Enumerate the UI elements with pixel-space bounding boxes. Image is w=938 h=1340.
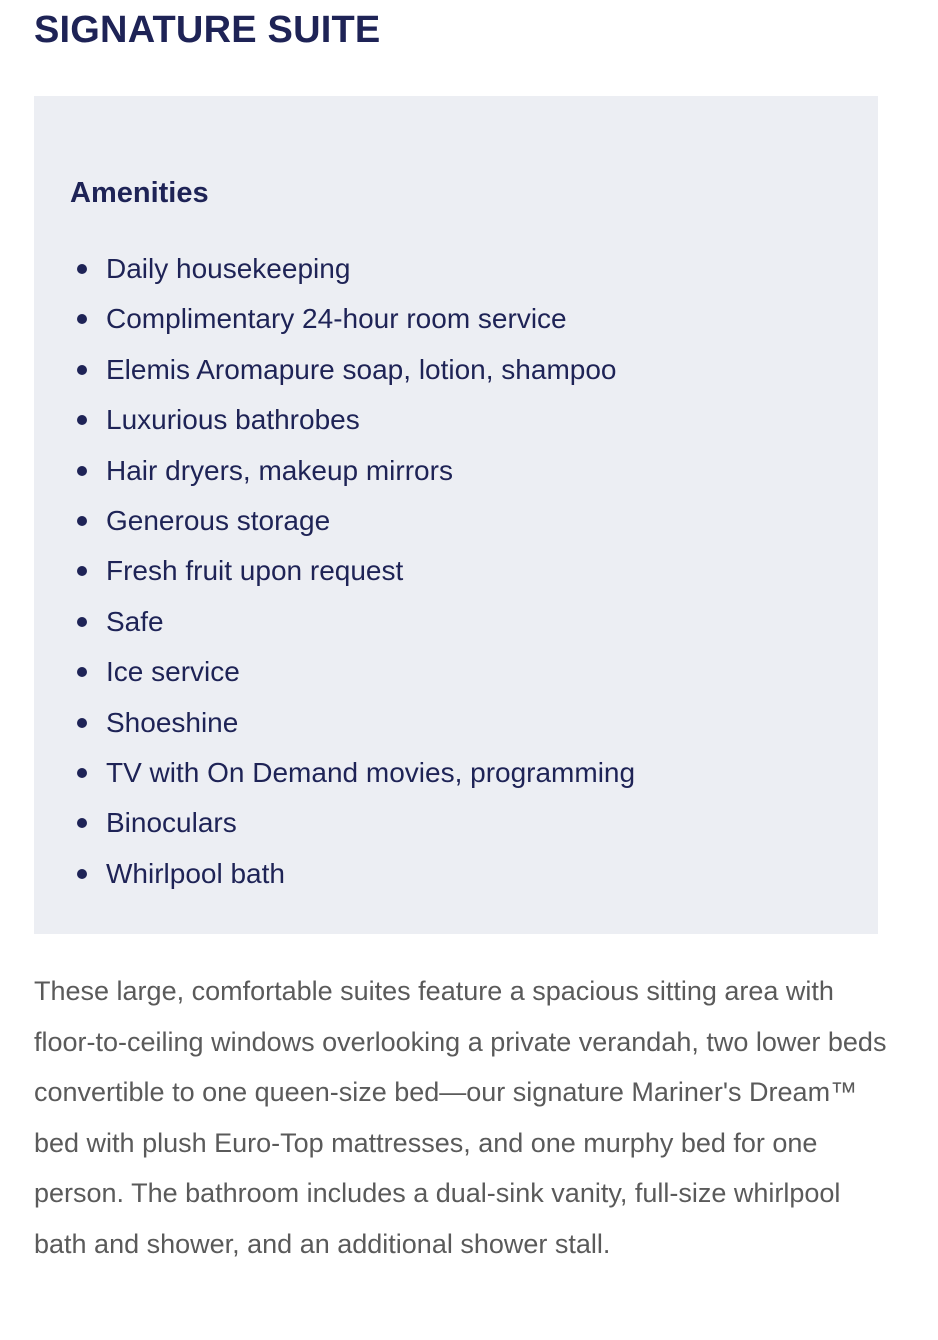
list-item [70,401,635,451]
amenity-label: Complimentary 24-hour room service [106,303,567,335]
amenities-panel [34,96,878,934]
list-item [70,855,635,905]
list-item [70,552,635,602]
amenity-label: Hair dryers, makeup mirrors [106,454,453,486]
list-item [70,300,635,350]
bullet-icon [77,818,87,828]
list-item [70,351,635,401]
list-item [70,653,635,703]
amenities-heading: Amenities [70,177,209,209]
list-item [70,704,635,754]
bullet-icon [77,314,87,324]
amenity-label: Shoeshine [106,706,239,738]
bullet-icon [77,869,87,879]
bullet-icon [77,566,87,576]
amenity-label: Whirlpool bath [106,857,285,889]
amenity-label: TV with On Demand movies, programming [106,756,636,788]
bullet-icon [77,768,87,778]
page-title: SIGNATURE SUITE [34,9,381,51]
bullet-icon [77,617,87,627]
amenity-label: Binoculars [106,807,237,839]
bullet-icon [77,264,87,274]
list-item [70,452,635,502]
amenity-label: Ice service [106,656,240,688]
bullet-icon [77,667,87,677]
bullet-icon [77,365,87,375]
amenity-label: Daily housekeeping [106,253,351,284]
list-item [70,502,635,552]
list-item [70,250,635,300]
suite-description: These large, comfortable suites feature a spacious sitting area with floor-to-ceiling windows overlooking a private verandah, two lower beds convertible to one queen-size bed—our signature Mariner's Dream™ bed with plush Euro-Top mattresses, and one murphy bed for one person. The bathroom includes a dual-sink vanity, full-size whirlpool bath and shower, and an additional shower stall. [34,976,887,1259]
amenity-label: Luxurious bathrobes [106,404,360,436]
amenity-label: Fresh fruit upon request [106,555,404,587]
amenities-list [70,250,635,905]
amenity-label: Safe [106,605,164,637]
bullet-icon [77,415,87,425]
list-item [70,754,635,804]
list-item [70,804,635,854]
amenity-label: Elemis Aromapure soap, lotion, shampoo [106,353,617,385]
amenity-label: Generous storage [106,504,331,536]
list-item [70,603,635,653]
bullet-icon [77,516,87,526]
bullet-icon [77,718,87,728]
bullet-icon [77,466,87,476]
